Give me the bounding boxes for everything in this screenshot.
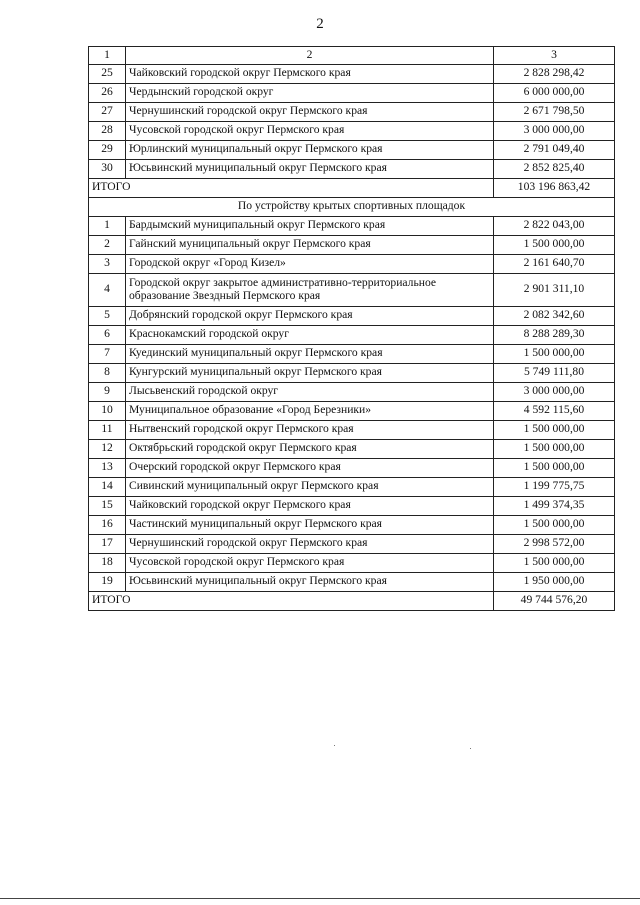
table-row <box>89 534 615 553</box>
row-number: 9 <box>89 382 126 401</box>
row-number: 27 <box>89 102 126 121</box>
table-row <box>89 344 615 363</box>
total-label: ИТОГО <box>89 591 494 610</box>
table-row <box>89 140 615 159</box>
table-row <box>89 515 615 534</box>
amount-value: 8 288 289,30 <box>494 325 615 344</box>
total-row <box>89 591 615 610</box>
row-number: 7 <box>89 344 126 363</box>
header-cell-3: 3 <box>494 47 615 65</box>
section-title: По устройству крытых спортивных площадок <box>89 197 615 216</box>
row-number: 8 <box>89 363 126 382</box>
row-number: 4 <box>89 273 126 306</box>
row-number: 25 <box>89 64 126 83</box>
table-row <box>89 382 615 401</box>
municipality-name: Сивинский муниципальный округ Пермского края <box>126 477 494 496</box>
table-row <box>89 102 615 121</box>
row-number: 14 <box>89 477 126 496</box>
amount-value: 6 000 000,00 <box>494 83 615 102</box>
row-number: 6 <box>89 325 126 344</box>
table-row <box>89 273 615 306</box>
amount-value: 2 828 298,42 <box>494 64 615 83</box>
amount-value: 1 500 000,00 <box>494 458 615 477</box>
amount-value: 1 950 000,00 <box>494 572 615 591</box>
municipality-name: Юсьвинский муниципальный округ Пермского края <box>126 572 494 591</box>
table-row <box>89 325 615 344</box>
scan-speck <box>334 745 335 746</box>
municipality-name: Чернушинский городской округ Пермского края <box>126 102 494 121</box>
municipality-name: Краснокамский городской округ <box>126 325 494 344</box>
municipality-name: Добрянский городской округ Пермского края <box>126 306 494 325</box>
header-cell-1: 1 <box>89 47 126 65</box>
municipality-name: Частинский муниципальный округ Пермского края <box>126 515 494 534</box>
table-row <box>89 254 615 273</box>
table-row <box>89 439 615 458</box>
municipality-name: Чусовской городской округ Пермского края <box>126 553 494 572</box>
amount-value: 2 082 342,60 <box>494 306 615 325</box>
row-number: 17 <box>89 534 126 553</box>
table-row <box>89 159 615 178</box>
row-number: 16 <box>89 515 126 534</box>
table-row <box>89 477 615 496</box>
amount-value: 4 592 115,60 <box>494 401 615 420</box>
municipality-name: Гайнский муниципальный округ Пермского края <box>126 235 494 254</box>
table-row <box>89 496 615 515</box>
amount-value: 2 791 049,40 <box>494 140 615 159</box>
table-row <box>89 121 615 140</box>
table-row <box>89 420 615 439</box>
municipality-name: Нытвенский городской округ Пермского края <box>126 420 494 439</box>
table-row <box>89 401 615 420</box>
municipality-name: Очерский городской округ Пермского края <box>126 458 494 477</box>
table-row <box>89 235 615 254</box>
allocation-table <box>88 46 615 611</box>
row-number: 18 <box>89 553 126 572</box>
amount-value: 2 161 640,70 <box>494 254 615 273</box>
total-value: 103 196 863,42 <box>494 178 615 197</box>
municipality-name: Чайковский городской округ Пермского края <box>126 496 494 515</box>
row-number: 29 <box>89 140 126 159</box>
total-value: 49 744 576,20 <box>494 591 615 610</box>
municipality-name: Кунгурский муниципальный округ Пермского края <box>126 363 494 382</box>
row-number: 12 <box>89 439 126 458</box>
row-number: 15 <box>89 496 126 515</box>
municipality-name: Юсьвинский муниципальный округ Пермского края <box>126 159 494 178</box>
row-number: 10 <box>89 401 126 420</box>
amount-value: 1 500 000,00 <box>494 515 615 534</box>
row-number: 19 <box>89 572 126 591</box>
municipality-name: Бардымский муниципальный округ Пермского края <box>126 216 494 235</box>
amount-value: 1 500 000,00 <box>494 235 615 254</box>
allocation-table-body <box>89 47 615 611</box>
table-row <box>89 553 615 572</box>
row-number: 26 <box>89 83 126 102</box>
amount-value: 1 500 000,00 <box>494 553 615 572</box>
table-row <box>89 83 615 102</box>
table-row <box>89 306 615 325</box>
table-row <box>89 458 615 477</box>
amount-value: 1 500 000,00 <box>494 439 615 458</box>
header-row <box>89 47 615 65</box>
municipality-name: Городской округ «Город Кизел» <box>126 254 494 273</box>
municipality-name: Куединский муниципальный округ Пермского края <box>126 344 494 363</box>
municipality-name: Чердынский городской округ <box>126 83 494 102</box>
table-row <box>89 363 615 382</box>
total-label: ИТОГО <box>89 178 494 197</box>
amount-value: 3 000 000,00 <box>494 121 615 140</box>
table-row <box>89 216 615 235</box>
amount-value: 1 499 374,35 <box>494 496 615 515</box>
section-title-row <box>89 197 615 216</box>
amount-value: 2 852 825,40 <box>494 159 615 178</box>
table-row <box>89 572 615 591</box>
municipality-name: Городской округ закрытое административно-территориальное образование Звездный Пермского края <box>126 273 494 306</box>
municipality-name: Чернушинский городской округ Пермского края <box>126 534 494 553</box>
amount-value: 2 671 798,50 <box>494 102 615 121</box>
bottom-scan-line <box>0 898 640 899</box>
municipality-name: Лысьвенский городской округ <box>126 382 494 401</box>
municipality-name: Муниципальное образование «Город Березники» <box>126 401 494 420</box>
row-number: 13 <box>89 458 126 477</box>
amount-value: 2 822 043,00 <box>494 216 615 235</box>
page-number: 2 <box>316 16 324 32</box>
scan-speck <box>470 748 471 749</box>
row-number: 2 <box>89 235 126 254</box>
row-number: 30 <box>89 159 126 178</box>
amount-value: 1 199 775,75 <box>494 477 615 496</box>
amount-value: 5 749 111,80 <box>494 363 615 382</box>
municipality-name: Чусовской городской округ Пермского края <box>126 121 494 140</box>
row-number: 11 <box>89 420 126 439</box>
header-cell-2: 2 <box>126 47 494 65</box>
row-number: 28 <box>89 121 126 140</box>
amount-value: 1 500 000,00 <box>494 420 615 439</box>
row-number: 1 <box>89 216 126 235</box>
municipality-name: Чайковский городской округ Пермского края <box>126 64 494 83</box>
municipality-name: Юрлинский муниципальный округ Пермского края <box>126 140 494 159</box>
row-number: 5 <box>89 306 126 325</box>
amount-value: 2 901 311,10 <box>494 273 615 306</box>
total-row <box>89 178 615 197</box>
table-row <box>89 64 615 83</box>
row-number: 3 <box>89 254 126 273</box>
amount-value: 3 000 000,00 <box>494 382 615 401</box>
municipality-name: Октябрьский городской округ Пермского края <box>126 439 494 458</box>
amount-value: 1 500 000,00 <box>494 344 615 363</box>
amount-value: 2 998 572,00 <box>494 534 615 553</box>
